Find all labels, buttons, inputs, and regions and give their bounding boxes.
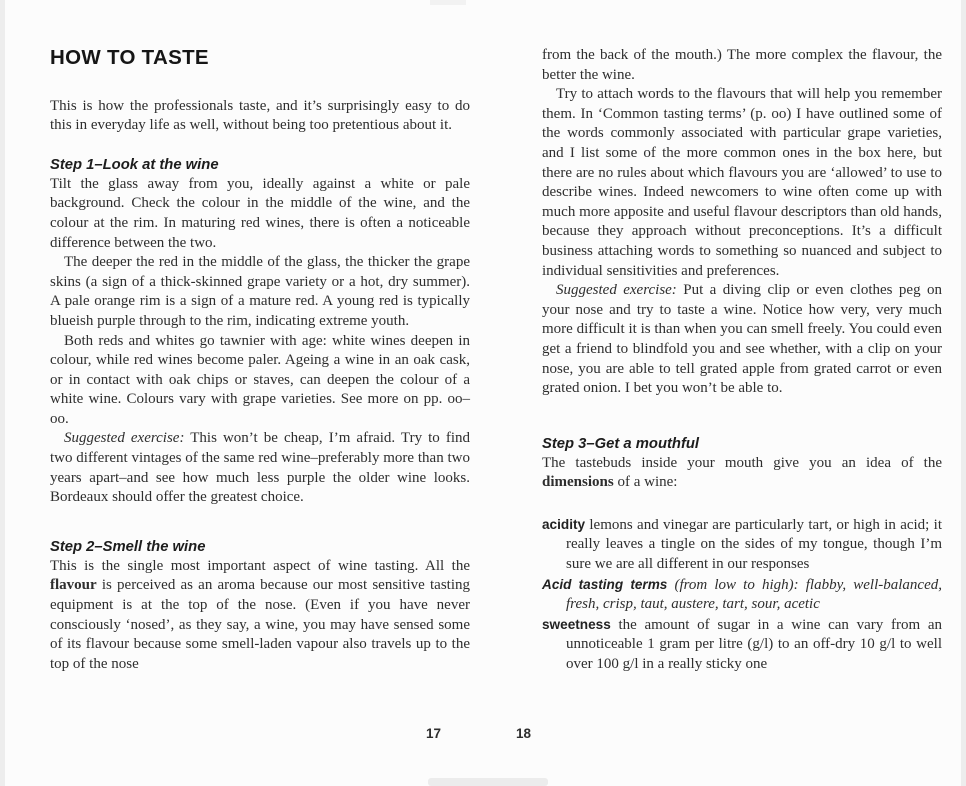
step-2-exercise-paragraph [542, 281, 942, 399]
step-3-paragraph-1 [542, 454, 942, 493]
intro-paragraph: This is how the professionals taste, and it’s surprisingly easy to do this in everyday life as well, without being too pretentious about it. [50, 97, 470, 134]
page-title: HOW TO TASTE [50, 46, 209, 69]
step-1-paragraph-1: Tilt the glass away from you, ideally against a white or pale background. Check the colour in the middle of the wine, and the colour at the rim. In maturing red wines, there is often a noticeable difference between the two. [50, 175, 470, 251]
term-entry-acidity [542, 515, 942, 575]
term-definition-sweetness: the amount of sugar in a wine can vary from an unnoticeable 1 gram per litre (g/l) to an off-dry 10 g/l to well over 100 g/l in a really sticky one [566, 616, 942, 673]
right-page [542, 46, 942, 675]
term-entry-sweetness [542, 615, 942, 675]
step-1-exercise-paragraph [50, 429, 470, 507]
photo-edge-right [961, 0, 966, 786]
step-3-text-post: of a wine: [613, 474, 678, 491]
step-2-text-pre: This is the single most important aspect of wine tasting. All the [50, 557, 470, 574]
exercise-label: Suggested exercise: [64, 430, 185, 447]
photo-artifact-bottom [428, 778, 548, 786]
attach-words-paragraph: Try to attach words to the flavours that will help you remember them. In ‘Common tasting terms’ (p. oo) I have outlined some of the words commonly associated with particular grape varieties, and I list some of the more common ones in the box here, but there are no rules about which flavours you are ‘allowed’ to use to describe wines. Indeed newcomers to wine often come up with much more apposite and useful flavour descriptors than old hands, because they approach without preconceptions. It’s a difficult business attaching words to something so nuanced and subject to individual sensitivities and preferences. [542, 86, 942, 279]
step-1-paragraph-3: Both reds and whites go tawnier with age: white wines deepen in colour, while red wines become paler. Ageing a wine in an oak cask, or in contact with oak chips or staves, can deepen the colour of a white wine. Colours vary with grape varieties. See more on pp. oo–oo. [50, 332, 470, 427]
step-2-paragraph-1 [50, 557, 470, 675]
exercise-label: Suggested exercise: [556, 282, 677, 299]
step-1-heading: Step 1–Look at the wine [50, 156, 219, 173]
step-3-text-pre: The tastebuds inside your mouth give you an idea of the [542, 454, 942, 471]
left-page [50, 46, 470, 674]
step-2-heading: Step 2–Smell the wine [50, 538, 206, 555]
photo-artifact-top [430, 0, 466, 5]
photo-edge-left [0, 0, 5, 786]
exercise-text: This won’t be cheap, I’m afraid. Try to find two different vintages of the same red wine–preferably more than two years apart–and see how much less purple the older wine looks. Bordeaux should offer the greatest choice. [50, 430, 471, 506]
exercise-text: Put a diving clip or even clothes peg on your nose and try to taste a wine. Notice how very, very much more difficult it is than when you can smell freely. You could even get a friend to blindfold you and see whether, with a clip on your nose, you are able to tell grated apple from grated carrot or even grated onion. I bet you won’t be able to. [542, 282, 943, 397]
step-1-paragraph-2: The deeper the red in the middle of the glass, the thicker the grape skins (a sign of a thick-skinned grape variety or a hot, dry summer). A pale orange rim is a sign of a mature red. A young red is typically blueish purple through to the rim, indicating extreme youth. [50, 254, 470, 329]
continuation-paragraph: from the back of the mouth.) The more complex the flavour, the better the wine. [542, 47, 942, 83]
dimensions-bold-word: dimensions [542, 474, 614, 491]
term-entry-acid-tasting-terms [542, 575, 942, 615]
term-label-sweetness: sweetness [542, 616, 611, 632]
term-definition-acidity: lemons and vinegar are particularly tart, or high in acid; it really leaves a tingle on the sides of my tongue, though I’m sure we are all different in our responses [566, 516, 942, 573]
term-definition-acid-tasting-terms: (from low to high): flabby, well-balanced, fresh, crisp, taut, austere, tart, sour, acetic [566, 576, 942, 613]
term-label-acid-tasting-terms: Acid tasting terms [542, 576, 668, 592]
term-label-acidity: acidity [542, 516, 586, 532]
page-number-left: 17 [426, 726, 442, 741]
step-3-heading: Step 3–Get a mouthful [542, 435, 700, 452]
tasting-terms-list [542, 515, 942, 675]
page-number-right: 18 [516, 726, 532, 741]
step-2-text-post: is perceived as an aroma because our most sensitive tasting equipment is at the top of the nose. (Even if you have never consciously ‘nosed’, as they say, a wine, you may have sensed some of its flavour because some smell-laden vapour also travels up to the top of the nose [50, 577, 470, 672]
flavour-bold-word: flavour [50, 577, 97, 594]
